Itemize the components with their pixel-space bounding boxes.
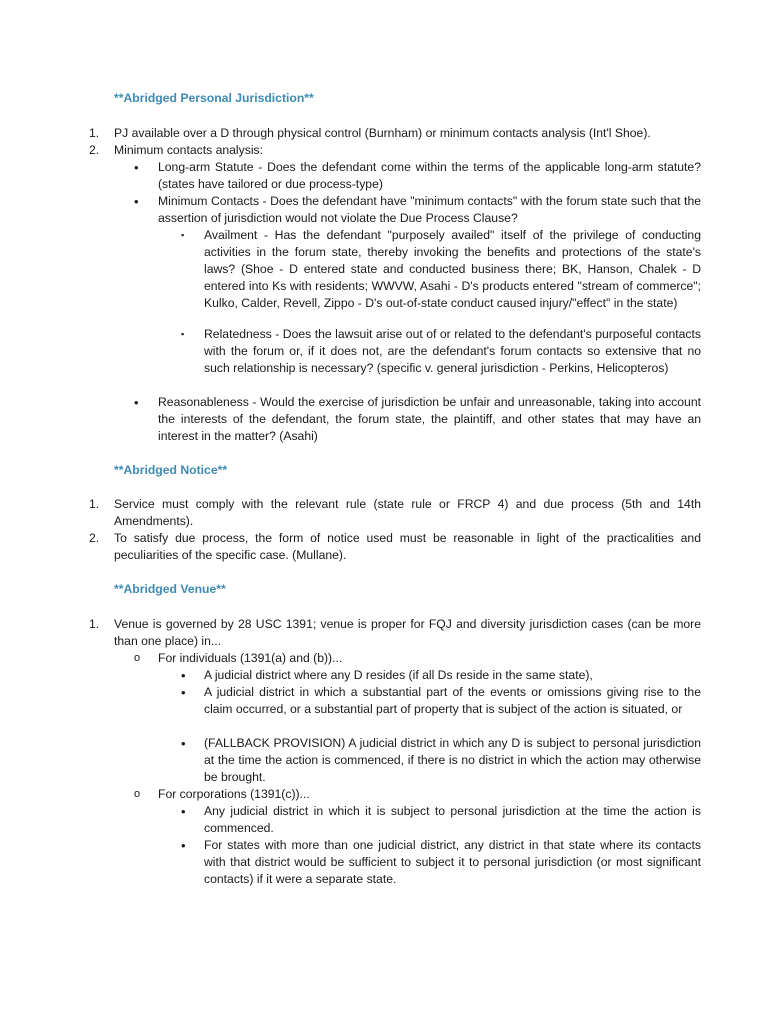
pj-relatedness: Relatedness - Does the lawsuit arise out of or related to the defendant's purposeful contacts with the forum or, if it does not, are the defendant's forum contacts so extensive that no such relationship is necessary? (specific v. general jurisdiction - Perkins, Helicopteros) <box>204 327 701 375</box>
list-number: 2. <box>89 531 100 545</box>
notice-item-2: To satisfy due process, the form of notice used must be reasonable in light of the practicalities and peculiarities of the specific case. (Mullane). <box>114 531 701 562</box>
bullet-icon: • <box>181 736 186 751</box>
venue-heading: **Abridged Venue** <box>114 582 226 596</box>
venue-item-1: Venue is governed by 28 USC 1391; venue is proper for FQJ and diversity jurisdiction cases (can be more than one place) in... <box>114 617 701 648</box>
bullet-icon: • <box>181 685 186 700</box>
bullet-icon: • <box>181 668 186 683</box>
pj-longarm: Long-arm Statute - Does the defendant come within the terms of the applicable long-arm statute? (states have tailored or due process-type) <box>158 160 701 191</box>
notice-item-1: Service must comply with the relevant rule (state rule or FRCP 4) and due process (5th and 14th Amendments). <box>114 497 701 528</box>
notice-heading: **Abridged Notice** <box>114 463 228 477</box>
bullet-icon: • <box>134 395 139 410</box>
list-number: 1. <box>89 617 100 631</box>
bullet-icon: • <box>181 838 186 853</box>
venue-individuals-a: A judicial district where any D resides (if all Ds reside in the same state), <box>204 668 593 682</box>
venue-individuals: For individuals (1391(a) and (b))... <box>158 651 343 665</box>
bullet-icon: • <box>181 804 186 819</box>
venue-individuals-b: A judicial district in which a substantial part of the events or omissions giving rise to the claim occurred, or a substantial part of property that is subject of the action is situated, or <box>204 685 701 716</box>
list-number: 1. <box>89 497 100 511</box>
list-number: 1. <box>89 126 100 140</box>
pj-heading: **Abridged Personal Jurisdiction** <box>114 91 314 105</box>
bullet-icon: • <box>134 194 139 209</box>
list-number: 2. <box>89 143 100 157</box>
venue-corporations-b: For states with more than one judicial district, any district in that state where its contacts with that district would be sufficient to subject it to personal jurisdiction (or most significant contacts) if it were a separate state. <box>204 838 701 886</box>
pj-minimum-contacts: Minimum Contacts - Does the defendant have "minimum contacts" with the forum state such that the assertion of jurisdiction would not violate the Due Process Clause? <box>158 194 701 225</box>
pj-item-1: PJ available over a D through physical control (Burnham) or minimum contacts analysis (Int'l Shoe). <box>114 126 651 140</box>
square-bullet-icon: ▪ <box>181 230 185 240</box>
circle-bullet-icon: o <box>134 652 141 664</box>
bullet-icon: • <box>134 160 139 175</box>
circle-bullet-icon: o <box>134 788 141 800</box>
pj-availment: Availment - Has the defendant "purposely availed" itself of the privilege of conducting activities in the forum state, thereby invoking the benefits and protections of the state's laws? (Shoe - D entered state and conducted business there; BK, Hanson, Chalek - D entered into Ks with residents; WWVW, Asahi - D's products entered "stream of commerce"; Kulko, Calder, Revell, Zippo - D's out-of-state conduct caused injury/"effect" in the state) <box>204 228 701 310</box>
venue-individuals-c: (FALLBACK PROVISION) A judicial district in which any D is subject to personal jurisdiction at the time the action is commenced, if there is no district in which the action may otherwise be brought. <box>204 736 701 784</box>
venue-corporations: For corporations (1391(c))... <box>158 787 310 801</box>
pj-item-2: Minimum contacts analysis: <box>114 143 264 157</box>
venue-corporations-a: Any judicial district in which it is subject to personal jurisdiction at the time the action is commenced. <box>204 804 701 835</box>
square-bullet-icon: ▪ <box>181 329 185 339</box>
pj-reasonableness: Reasonableness - Would the exercise of jurisdiction be unfair and unreasonable, taking into account the interests of the defendant, the forum state, the plaintiff, and other states that may have an interest in the matter? (Asahi) <box>158 395 701 443</box>
